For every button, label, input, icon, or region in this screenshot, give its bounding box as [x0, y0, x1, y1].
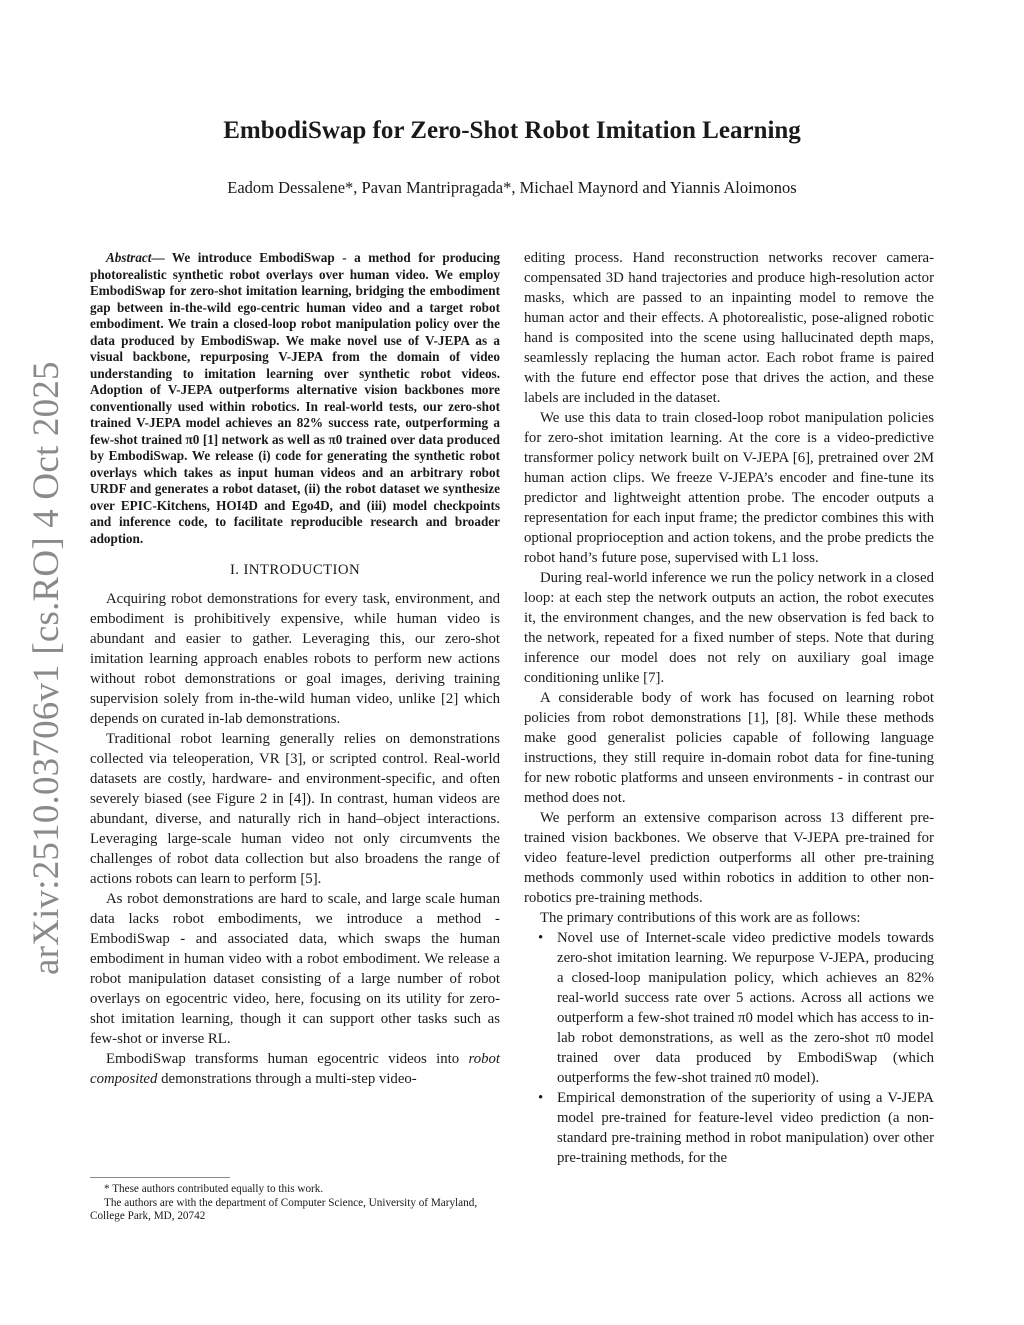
body-paragraph: The primary contributions of this work are as follows:: [540, 910, 861, 926]
continued-paragraph: editing process. Hand reconstruction networks recover camera-compensated 3D hand trajectories and produce high-resolution actor masks, which are passed to an inpainting model to remove the human actor and their effects. A photorealistic, pose-aligned robotic hand is composited into the scene using hallucinated depth maps, seamlessly replacing the human actor. Each robot frame is paired with the future end effector pose that drives the action, and these labels are included in the dataset.: [524, 250, 934, 406]
intro-paragraph: [90, 1049, 500, 1089]
intro-paragraph: Traditional robot learning generally relies on demonstrations collected via teleoperation, VR [3], or scripted control. Real-world datasets are costly, hardware- and environment-specific, and often severely biased (see Figure 2 in [4]). In contrast, human videos are abundant, diverse, and naturally rich in hand–object interactions. Leveraging large-scale human video not only circumvents the challenges of robot data collection but also broadens the range of actions robots can learn to perform [5].: [90, 731, 500, 887]
left-column: [90, 250, 500, 1089]
contribution-item: • Novel use of Internet-scale video predictive models towards zero-shot imitation learning. We repurpose V-JEPA, producing a closed-loop manipulation policy, which achieves an 82% real-world success rate over 5 actions. Across all actions we outperform a few-shot trained π0 model which has access to in-lab robot demonstrations, as well as the zero-shot π0 model trained over data produced by EmbodiSwap (which outperforms the few-shot trained π0 model).: [557, 928, 934, 1088]
abstract-label: Abstract: [106, 250, 152, 265]
body-paragraph: A considerable body of work has focused on learning robot policies from robot demonstrations [1], [8]. While these methods make good generalist policies capable of following language instructions, they still require in-domain robot data for fine-tuning for new robotic platforms and unseen environments - in contrast our method does not.: [524, 690, 934, 806]
body-paragraph: We use this data to train closed-loop robot manipulation policies for zero-shot imitation learning. At the core is a video-predictive transformer policy network built on V-JEPA [6], pretrained over 2M human action clips. We freeze V-JEPA’s encoder and fine-tune its predictor and lightweight attention probe. The encoder outputs a representation for each input frame; the predictor combines this with optional proprioception and action tokens, and the probe predicts the robot hand’s future pose, supervised with L1 loss.: [524, 410, 934, 566]
abstract: [90, 250, 500, 547]
abstract-text: We introduce EmbodiSwap - a method for producing photorealistic synthetic robot overlays over human video. We employ EmbodiSwap for zero-shot imitation learning, bridging the embodiment gap between in-the-wild ego-centric human video and a target robot embodiment. We train a closed-loop robot manipulation policy over the data produced by EmbodiSwap. We make novel use of V-JEPA as a visual backbone, repurposing V-JEPA from the domain of video understanding to imitation learning over synthetic robot videos. Adoption of V-JEPA outperforms alternative vision backbones more conventionally used within robotics. In real-world tests, our zero-shot trained V-JEPA model achieves an 82% success rate, outperforming a few-shot trained π0 [1] network as well as π0 trained over data produced by EmbodiSwap. We release (i) code for generating the synthetic robot overlays which takes as input human videos and an arbitrary robot URDF and generates a robot dataset, (ii) the robot dataset we synthesize over EPIC-Kitchens, HOI4D and Ego4D, and (iii) model checkpoints and inference code, to facilitate reproducible research and broader adoption.: [90, 250, 501, 546]
right-column: [524, 248, 934, 1168]
footnote: The authors are with the department of Computer Science, University of Maryland, College Park, MD, 20742: [90, 1196, 478, 1222]
arxiv-identifier-stamp: arXiv:2510.03706v1 [cs.RO] 4 Oct 2025: [26, 361, 67, 975]
body-paragraph: During real-world inference we run the policy network in a closed loop: at each step the network outputs an action, the robot executes it, the environment changes, and the new observation is fed back to the network, repeated for a fixed number of steps. Note that during inference our model does not rely on auxiliary goal image conditioning unlike [7].: [524, 570, 934, 686]
body-paragraph: We perform an extensive comparison across 13 different pre-trained vision backbones. We observe that V-JEPA pre-trained for video feature-level prediction outperforms all other pre-training methods commonly used within robotics in addition to other non-robotics pre-training methods.: [524, 810, 934, 906]
footnotes: [90, 1183, 500, 1224]
author-list: Eadom Dessalene*, Pavan Mantripragada*, Michael Maynord and Yiannis Aloimonos: [227, 178, 797, 197]
section-heading-introduction: I. INTRODUCTION: [229, 562, 361, 578]
intro-paragraph: Acquiring robot demonstrations for every task, environment, and embodiment is prohibitively expensive, while human video is abundant and easier to gather. Leveraging this, our zero-shot imitation learning approach enables robots to perform new actions without robot demonstrations or goal images, deriving training supervision solely from in-the-wild human video, unlike [2] which depends on curated in-lab demonstrations.: [90, 591, 500, 727]
emphasis-text: robot composited: [90, 1051, 500, 1087]
para-text: EmbodiSwap transforms human egocentric videos into: [106, 1051, 469, 1067]
para-text: demonstrations through a multi-step video-: [157, 1071, 417, 1087]
contributions-list: [524, 928, 934, 1168]
intro-paragraph: As robot demonstrations are hard to scale, and large scale human data lacks robot embodiments, we introduce a method - EmbodiSwap - and associated data, which swaps the human embodiment in human video with a robot embodiment. We release a robot manipulation dataset consisting of a large number of robot overlays on egocentric video, here, focusing on its utility for zero-shot imitation learning, though it can support other tasks such as few-shot or inverse RL.: [90, 891, 500, 1047]
paper-title: EmbodiSwap for Zero-Shot Robot Imitation Learning: [223, 117, 801, 144]
footnote: * These authors contributed equally to this work.: [104, 1183, 324, 1195]
contribution-item: • Empirical demonstration of the superiority of using a V-JEPA model pre-trained for feature-level video prediction (a non-standard pre-training method in robot manipulation) over other pre-training methods, for the: [557, 1088, 934, 1168]
footnote-rule: [90, 1177, 230, 1178]
abstract-dash: —: [151, 250, 172, 265]
